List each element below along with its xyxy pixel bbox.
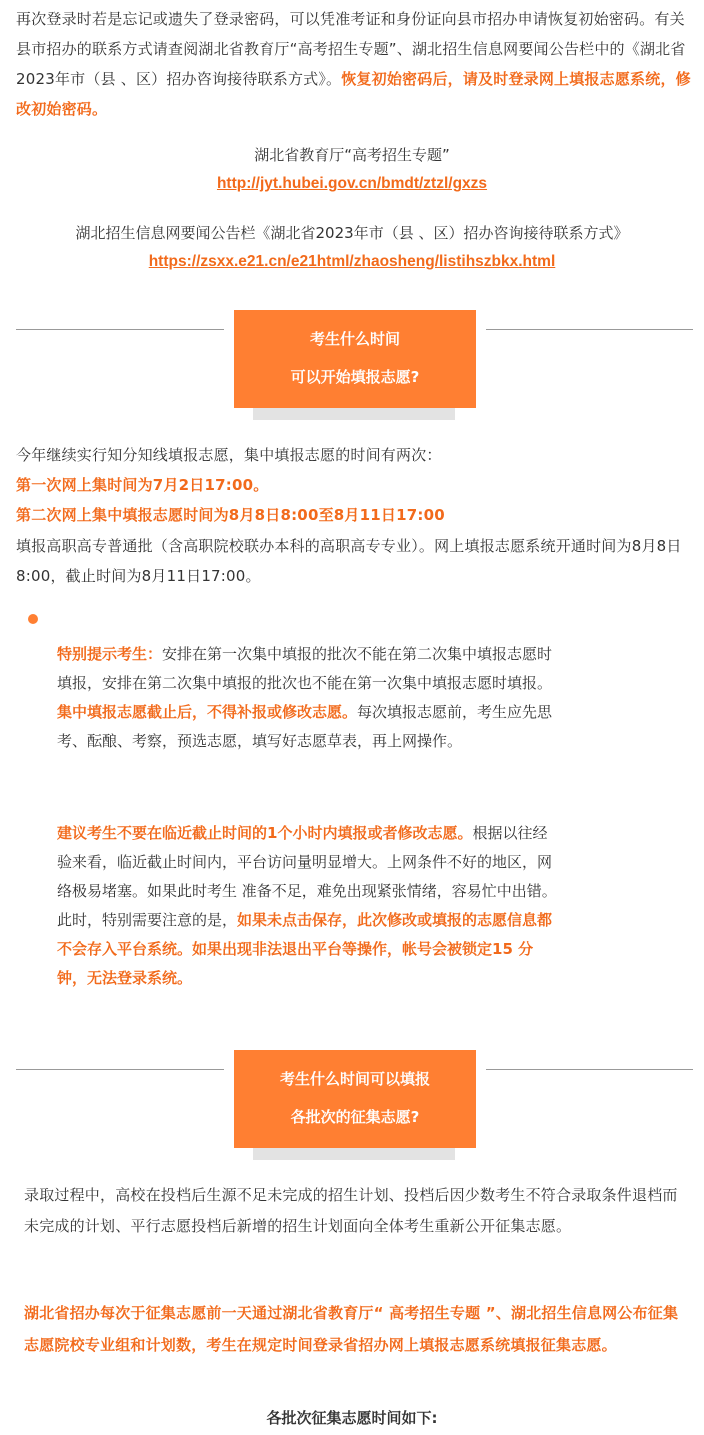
schedule-heading: 各批次征集志愿时间如下: — [266, 1409, 438, 1427]
divider-left-2 — [16, 1069, 224, 1070]
section2-notice: 湖北省招办每次于征集志愿前一天通过湖北省教育厅“ 高考招生专题 ”、湖北招生信息网公布征集志愿院校专业组和计划数，考生在规定时间登录省招办网上填报志愿系统填报征集志愿。 — [24, 1304, 679, 1354]
section1-detail: 填报高职高专普通批（含高职院校联办本科的高职高专专业）。网上填报志愿系统开通时间为8月8日8:00，截止时间为8月11日17:00。 — [16, 537, 682, 585]
tip1-text: 安排在第一次集中填报的批次不能在第二次集中填报志愿时填报，安排在第二次集中填报的批次也不能在第一次集中填报志愿时填报。 — [57, 645, 553, 692]
section1-banner-line2: 可以开始填报志愿? — [290, 368, 420, 386]
tip2-emphasis: 建议考生不要在临近截止时间的1个小时内填报或者修改志愿。 — [57, 824, 473, 842]
intro-text: 再次登录时若是忘记或遗失了登录密码，可以凭准考证和身份证向县市招办申请恢复初始密码。有关县市招办的联系方式请查阅湖北省教育厅“高考招生专题”、湖北招生信息网要闻公告栏中的《湖北省2023年市（县 、区）招办咨询接待联系方式》。 — [16, 10, 686, 88]
tip1-paragraph — [57, 640, 557, 756]
section2-banner-line1: 考生什么时间可以填报 — [279, 1070, 430, 1088]
divider-left-1 — [16, 329, 224, 330]
second-round-time: 第二次网上集中填报志愿时间为8月8日8:00至8月11日17:00 — [16, 506, 445, 524]
tip1-label: 特别提示考生： — [57, 645, 163, 663]
section2-body: 录取过程中，高校在投档后生源不足未完成的招生计划、投档后因少数考生不符合录取条件退档而未完成的计划、平行志愿投档后新增的招生计划面向全体考生重新公开征集志愿。 — [24, 1186, 678, 1235]
link2-url[interactable]: https://zsxx.e21.cn/e21html/zhaosheng/listihszbkx.html — [148, 253, 556, 270]
link-block-2 — [0, 219, 704, 276]
first-round-time: 第一次网上集时间为7月2日17:00。 — [16, 476, 269, 494]
link1-label: 湖北省教育厅“高考招生专题” — [254, 146, 450, 164]
tip1-tail: 每次填报志愿前，考生应先思考、酝酿、考察，预选志愿，填写好志愿草表，再上网操作。 — [57, 703, 553, 750]
tip2-paragraph — [57, 819, 557, 993]
section1-banner-line1: 考生什么时间 — [309, 330, 400, 348]
bullet-dot — [28, 614, 38, 624]
divider-right-2 — [486, 1069, 693, 1070]
section2-banner-line2: 各批次的征集志愿? — [290, 1108, 420, 1126]
tip2-text: 根据以往经验来看，临近截止时间内，平台访问量明显增大。上网条件不好的地区，网络极易堵塞。如果此时考生 准备不足，难免出现紧张情绪，容易忙中出错。此时，特别需要注意的是， — [57, 824, 557, 929]
section1-banner — [234, 310, 476, 408]
section1-lead: 今年继续实行知分知线填报志愿，集中填报志愿的时间有两次： — [16, 446, 442, 464]
section2-banner — [234, 1050, 476, 1148]
link1-url[interactable]: http://jyt.hubei.gov.cn/bmdt/ztzl/gxzs — [216, 175, 488, 192]
link2-label: 湖北招生信息网要闻公告栏《湖北省2023年市（县 、区）招办咨询接待联系方式》 — [75, 224, 629, 242]
tip1-emphasis: 集中填报志愿截止后，不得补报或修改志愿。 — [57, 703, 358, 721]
divider-right-1 — [486, 329, 693, 330]
tip2-warning: 如果未点击保存，此次修改或填报的志愿信息都不会存入平台系统。如果出现非法退出平台等操作，帐号会被锁定15 分钟，无法登录系统。 — [57, 911, 553, 987]
intro-paragraph — [16, 4, 696, 124]
link-block-1 — [0, 141, 704, 198]
intro-emphasis: 恢复初始密码后，请及时登录网上填报志愿系统，修改初始密码。 — [16, 70, 691, 118]
